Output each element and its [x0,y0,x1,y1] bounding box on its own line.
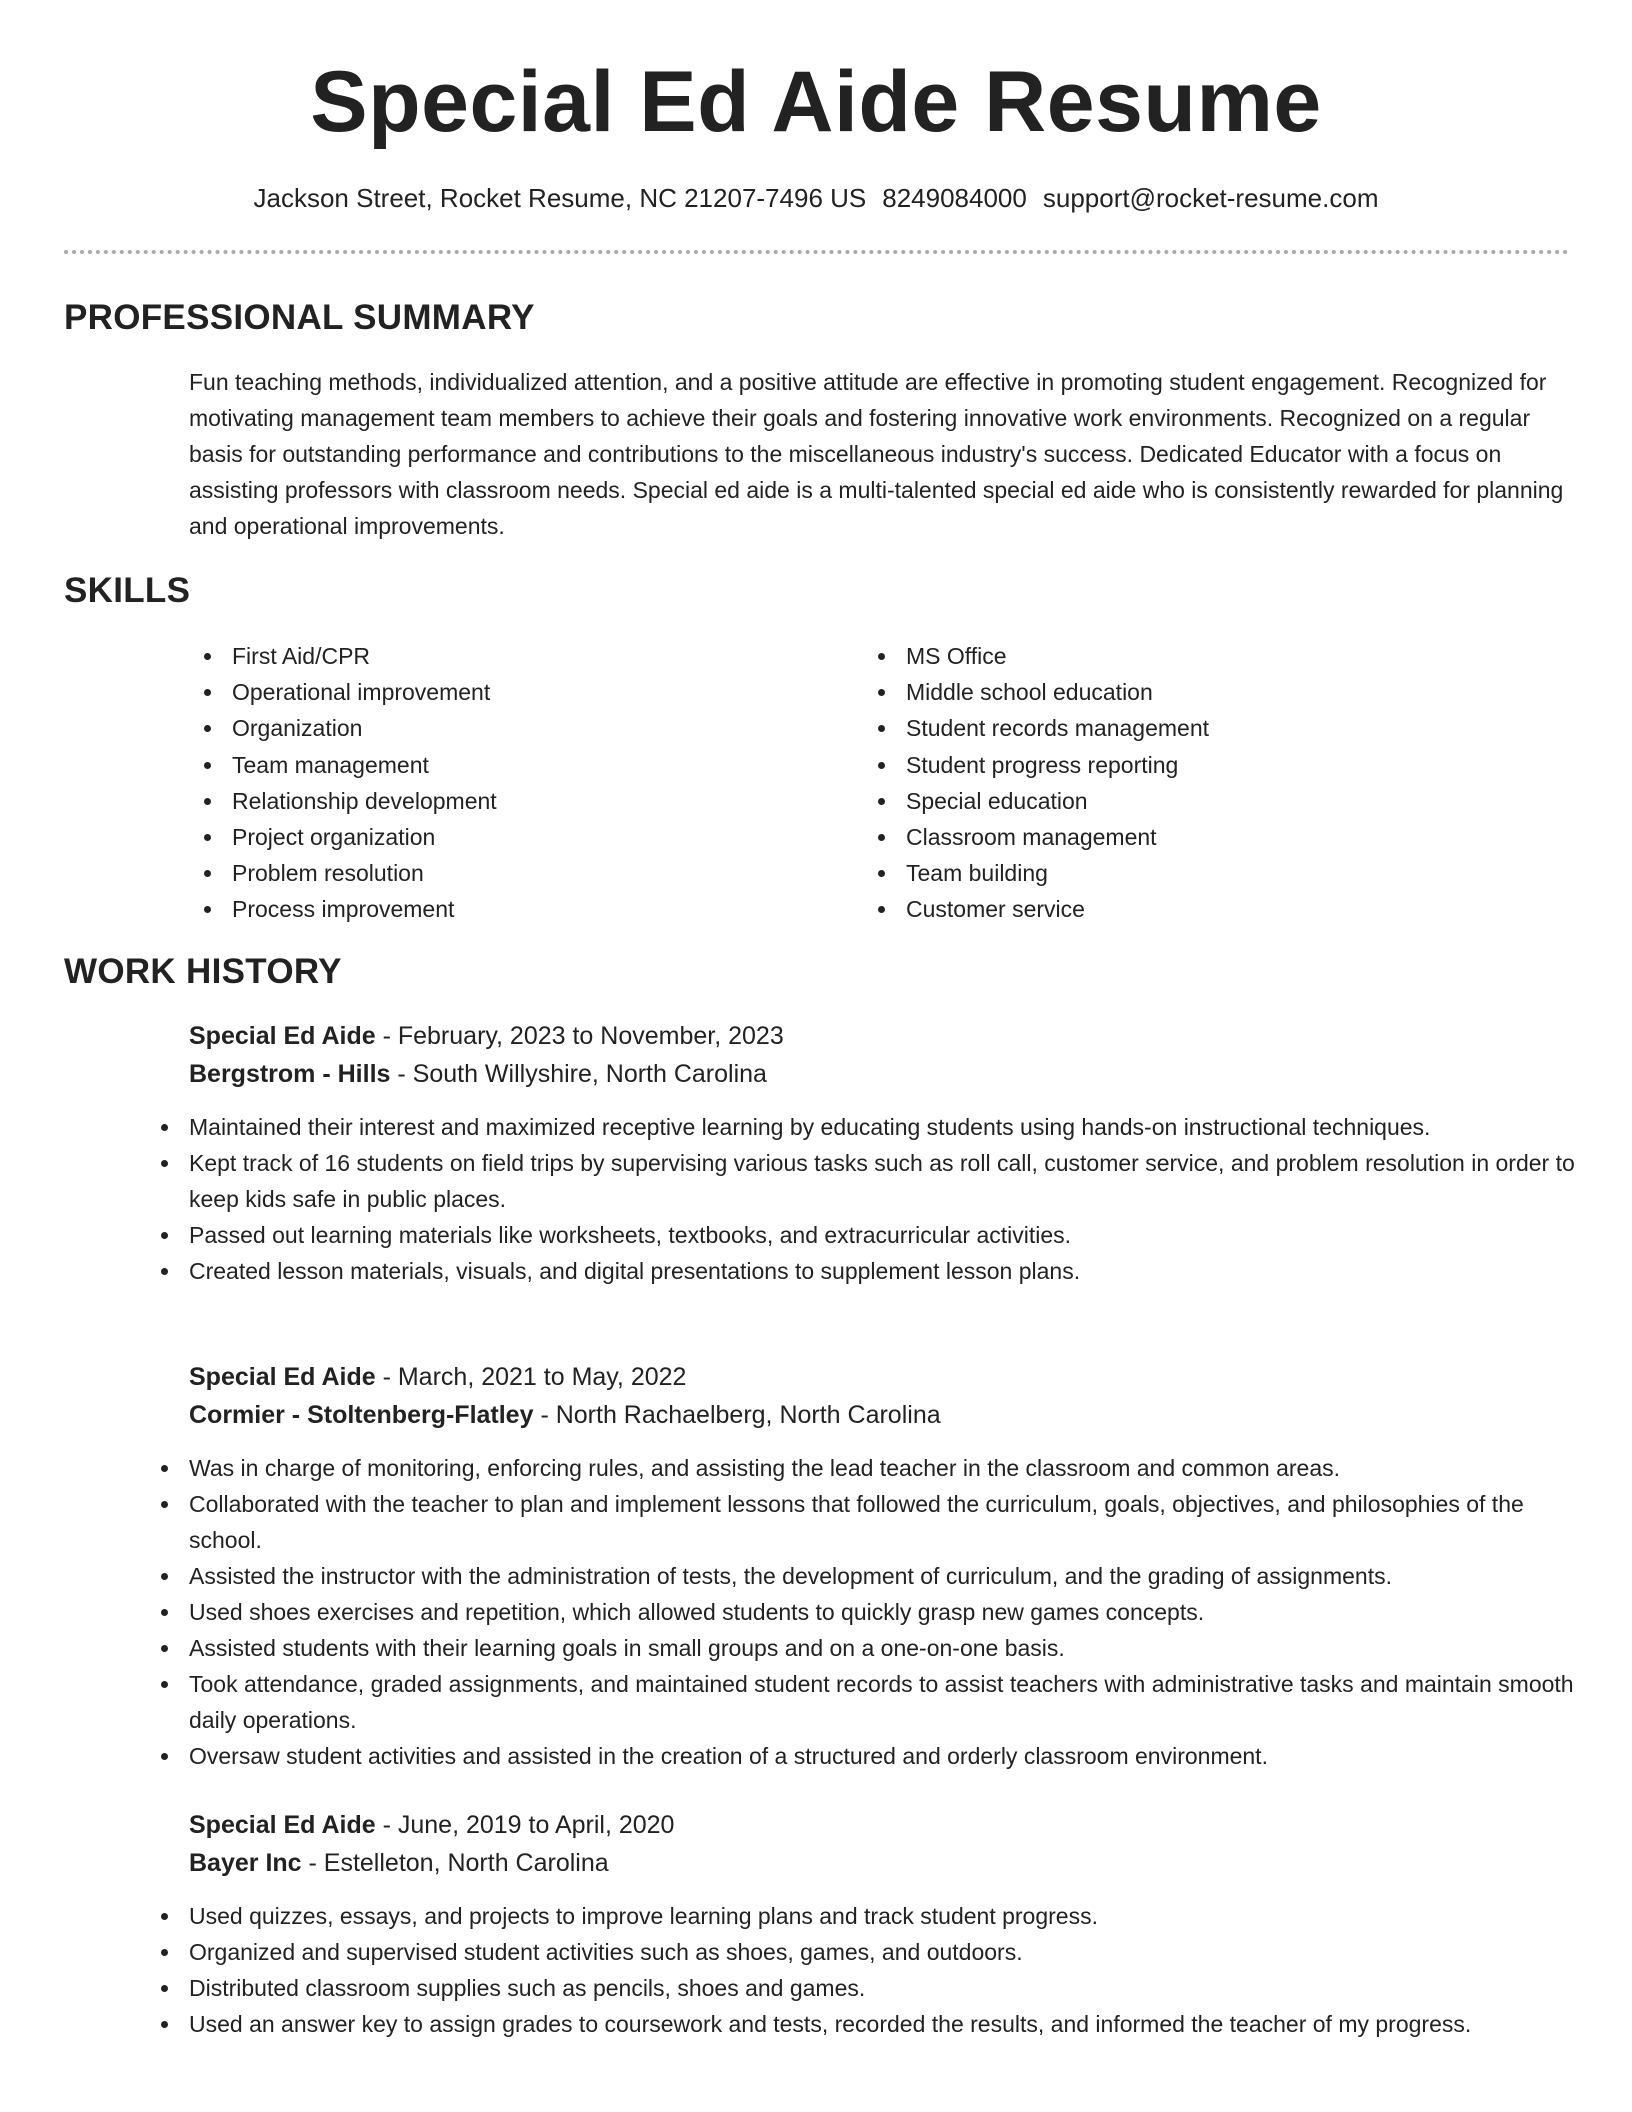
duty-item: Used shoes exercises and repetition, which allowed students to quickly grasp new games concepts. [145,1594,1575,1630]
duty-item: Passed out learning materials like worksheets, textbooks, and extracurricular activities. [145,1217,1575,1253]
phone: 8249084000 [882,183,1027,213]
summary-text: Fun teaching methods, individualized attention, and a positive attitude are effective in promoting student engagement. Recognized for motivating management team members to achieve their goals and fostering innovative work environments. Recognized on a regular basis for outstanding performance and contributions to the miscellaneous industry's success. Dedicated Educator with a focus on assisting professors with classroom needs. Special ed aide is a multi-talented special ed aide who is consistently rewarded for planning and operational improvements. [189,369,1564,539]
duty-item: Collaborated with the teacher to plan and implement lessons that followed the curriculum, goals, objectives, and philosophies of the school. [145,1486,1575,1558]
job-company-line [189,1396,1589,1434]
skill-item: Organization [188,710,788,746]
job-dates: - March, 2021 to May, 2022 [375,1363,687,1391]
duty-item: Kept track of 16 students on field trips by supervising various tasks such as roll call, customer service, and problem resolution in order to keep kids safe in public places. [145,1145,1575,1217]
job-company: Bayer Inc [189,1849,302,1877]
skill-item: Team building [862,855,1462,891]
job-title-line [189,1358,1589,1396]
email: support@rocket-resume.com [1042,183,1379,213]
job-dates: - February, 2023 to November, 2023 [375,1022,784,1050]
duty-item: Oversaw student activities and assisted in the creation of a structured and orderly classroom environment. [145,1738,1575,1774]
address: Jackson Street, Rocket Resume, NC 21207-7496 US [253,183,867,213]
skill-item: Relationship development [188,783,788,819]
job-duties [145,1450,1575,1774]
job-company-line [189,1844,1589,1882]
job-company: Bergstrom - Hills [189,1060,391,1088]
skill-item: First Aid/CPR [188,638,788,674]
header-divider [64,250,1569,254]
skill-item: Student records management [862,710,1462,746]
job-title-line [189,1806,1589,1844]
skill-item: Process improvement [188,891,788,927]
job-role: Special Ed Aide [189,1363,376,1391]
skill-item: Student progress reporting [862,747,1462,783]
job-location: - Estelleton, North Carolina [301,1849,609,1877]
duty-item: Used quizzes, essays, and projects to improve learning plans and track student progress. [145,1898,1575,1934]
duty-item: Took attendance, graded assignments, and maintained student records to assist teachers with administrative tasks and maintain smooth daily operations. [145,1666,1575,1738]
skill-item: Project organization [188,819,788,855]
duty-item: Used an answer key to assign grades to coursework and tests, recorded the results, and informed the teacher of my progress. [145,2006,1575,2042]
duty-item: Distributed classroom supplies such as pencils, shoes and games. [145,1970,1575,2006]
work-history-heading: WORK HISTORY [64,952,342,991]
job-role: Special Ed Aide [189,1022,376,1050]
resume-title: Special Ed Aide Resume [310,54,1322,150]
job-company-line [189,1055,1589,1093]
job-duties [145,1898,1575,2042]
skill-item: Team management [188,747,788,783]
duty-item: Organized and supervised student activities such as shoes, games, and outdoors. [145,1934,1575,1970]
job-role: Special Ed Aide [189,1811,376,1839]
job-duties [145,1109,1575,1289]
skill-item: Operational improvement [188,674,788,710]
duty-item: Was in charge of monitoring, enforcing rules, and assisting the lead teacher in the classroom and common areas. [145,1450,1575,1486]
job-location: - South Willyshire, North Carolina [390,1060,767,1088]
skill-item: Classroom management [862,819,1462,855]
skills-list-right [862,638,1462,928]
summary-heading: PROFESSIONAL SUMMARY [64,298,535,337]
job-entry [189,1806,1589,2042]
job-entry [189,1358,1589,1774]
contact-line [0,180,1632,216]
job-location: - North Rachaelberg, North Carolina [533,1401,941,1429]
skill-item: Problem resolution [188,855,788,891]
job-entry [189,1017,1589,1289]
job-company: Cormier - Stoltenberg-Flatley [189,1401,534,1429]
duty-item: Assisted students with their learning goals in small groups and on a one-on-one basis. [145,1630,1575,1666]
skill-item: Special education [862,783,1462,819]
skill-item: Middle school education [862,674,1462,710]
job-dates: - June, 2019 to April, 2020 [375,1811,675,1839]
job-title-line [189,1017,1589,1055]
skills-heading: SKILLS [64,571,191,610]
skill-item: MS Office [862,638,1462,674]
skill-item: Customer service [862,891,1462,927]
duty-item: Assisted the instructor with the administration of tests, the development of curriculum, and the grading of assignments. [145,1558,1575,1594]
duty-item: Maintained their interest and maximized receptive learning by educating students using hands-on instructional techniques. [145,1109,1575,1145]
duty-item: Created lesson materials, visuals, and digital presentations to supplement lesson plans. [145,1253,1575,1289]
skills-list-left [188,638,788,928]
